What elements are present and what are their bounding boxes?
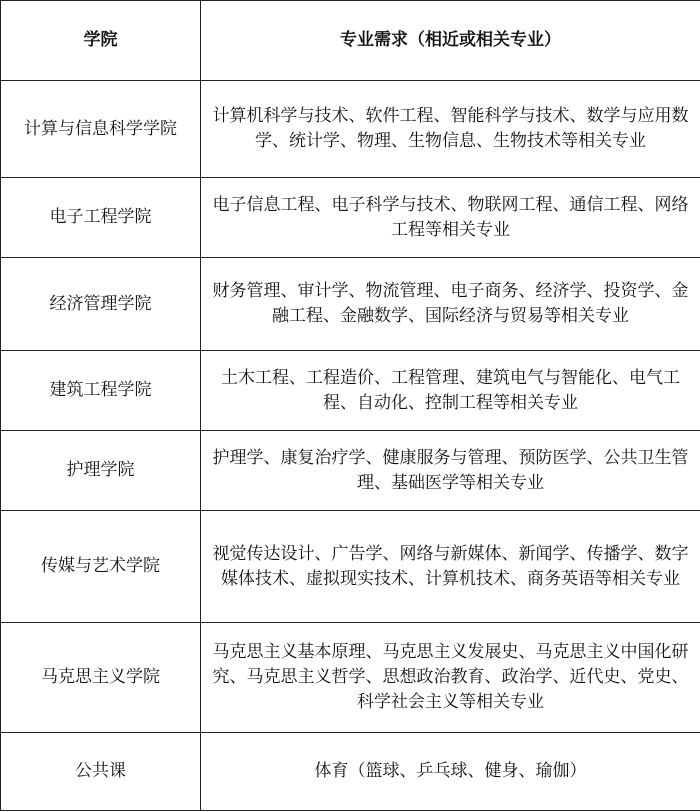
majors-cell: 马克思主义基本原理、马克思主义发展史、马克思主义中国化研究、马克思主义哲学、思想政治教育、政治学、近代史、党史、科学社会主义等相关专业 — [201, 623, 700, 733]
table-row — [1, 258, 700, 351]
table-row — [1, 81, 700, 178]
majors-cell: 视觉传达设计、广告学、网络与新媒体、新闻学、传播学、数字媒体技术、虚拟现实技术、计算机技术、商务英语等相关专业 — [201, 511, 700, 623]
majors-cell: 财务管理、审计学、物流管理、电子商务、经济学、投资学、金融工程、金融数学、国际经济与贸易等相关专业 — [201, 258, 700, 351]
majors-cell: 土木工程、工程造价、工程管理、建筑电气与智能化、电气工程、自动化、控制工程等相关专业 — [201, 351, 700, 431]
college-cell: 建筑工程学院 — [1, 351, 201, 431]
college-cell: 经济管理学院 — [1, 258, 201, 351]
table-row — [1, 431, 700, 511]
majors-cell: 计算机科学与技术、软件工程、智能科学与技术、数学与应用数学、统计学、物理、生物信息、生物技术等相关专业 — [201, 81, 700, 178]
table-row — [1, 623, 700, 733]
table-row — [1, 733, 700, 811]
majors-column-header: 专业需求（相近或相关专业） — [201, 1, 700, 81]
table-row — [1, 351, 700, 431]
college-cell: 传媒与艺术学院 — [1, 511, 201, 623]
majors-cell: 护理学、康复治疗学、健康服务与管理、预防医学、公共卫生管理、基础医学等相关专业 — [201, 431, 700, 511]
college-cell: 马克思主义学院 — [1, 623, 201, 733]
table-row — [1, 511, 700, 623]
college-cell: 计算与信息科学学院 — [1, 81, 201, 178]
majors-cell: 体育（篮球、乒乓球、健身、瑜伽） — [201, 733, 700, 811]
table-row — [1, 178, 700, 258]
college-cell: 电子工程学院 — [1, 178, 201, 258]
table-header-row — [1, 1, 700, 81]
majors-cell: 电子信息工程、电子科学与技术、物联网工程、通信工程、网络工程等相关专业 — [201, 178, 700, 258]
college-cell: 公共课 — [1, 733, 201, 811]
college-cell: 护理学院 — [1, 431, 201, 511]
college-column-header: 学院 — [1, 1, 201, 81]
